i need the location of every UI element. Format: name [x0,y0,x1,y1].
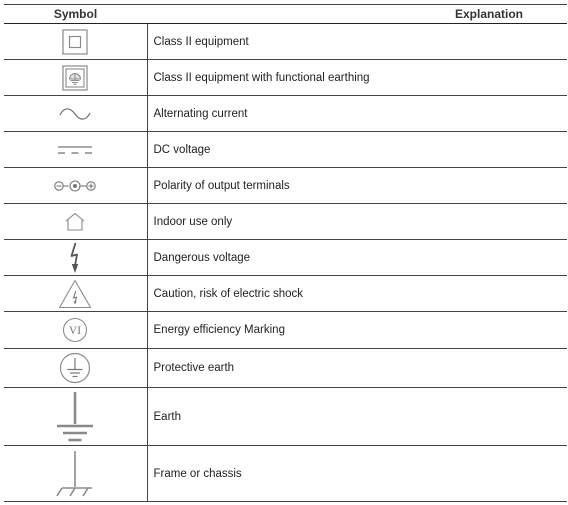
explanation-cell: Energy efficiency Marking [147,312,567,349]
symbol-cell [4,276,147,312]
table-header-row [4,5,567,24]
symbol-cell [4,312,147,349]
dangerous-voltage-icon [68,242,82,274]
symbol-column-header: Symbol [4,5,147,24]
table-row [4,60,567,96]
class-ii-equipment-icon [62,29,88,55]
table-row [4,96,567,132]
class-ii-functional-earthing-icon [62,65,88,91]
indoor-use-icon [64,212,86,232]
frame-chassis-icon [54,450,96,498]
symbol-cell [4,349,147,388]
explanation-cell: Protective earth [147,349,567,388]
explanation-cell: DC voltage [147,132,567,168]
earth-icon [55,391,95,443]
explanation-cell: Dangerous voltage [147,240,567,276]
protective-earth-icon [59,352,91,384]
explanation-cell: Class II equipment [147,24,567,60]
explanation-cell: Caution, risk of electric shock [147,276,567,312]
explanation-column-header: Explanation [147,5,567,24]
explanation-cell: Earth [147,388,567,446]
table-row [4,446,567,502]
symbol-cell [4,204,147,240]
explanation-cell: Frame or chassis [147,446,567,502]
table-row [4,388,567,446]
polarity-icon [53,179,97,193]
energy-efficiency-icon [62,317,88,343]
symbol-cell [4,96,147,132]
symbols-table [4,4,567,502]
table-row [4,276,567,312]
table-row [4,24,567,60]
symbol-cell [4,168,147,204]
symbol-cell [4,24,147,60]
table-row [4,168,567,204]
alternating-current-icon [58,106,92,122]
explanation-cell: Alternating current [147,96,567,132]
table-row [4,312,567,349]
table-row [4,240,567,276]
table-row [4,132,567,168]
symbol-cell [4,240,147,276]
explanation-cell: Indoor use only [147,204,567,240]
table-row [4,349,567,388]
symbol-cell [4,388,147,446]
electric-shock-warning-icon [58,279,92,309]
symbol-cell [4,446,147,502]
dc-voltage-icon [56,144,94,156]
energy-efficiency-mark: VI [69,325,82,338]
explanation-cell: Class II equipment with functional earthing [147,60,567,96]
table-row [4,204,567,240]
symbol-cell [4,60,147,96]
explanation-cell: Polarity of output terminals [147,168,567,204]
symbol-cell [4,132,147,168]
